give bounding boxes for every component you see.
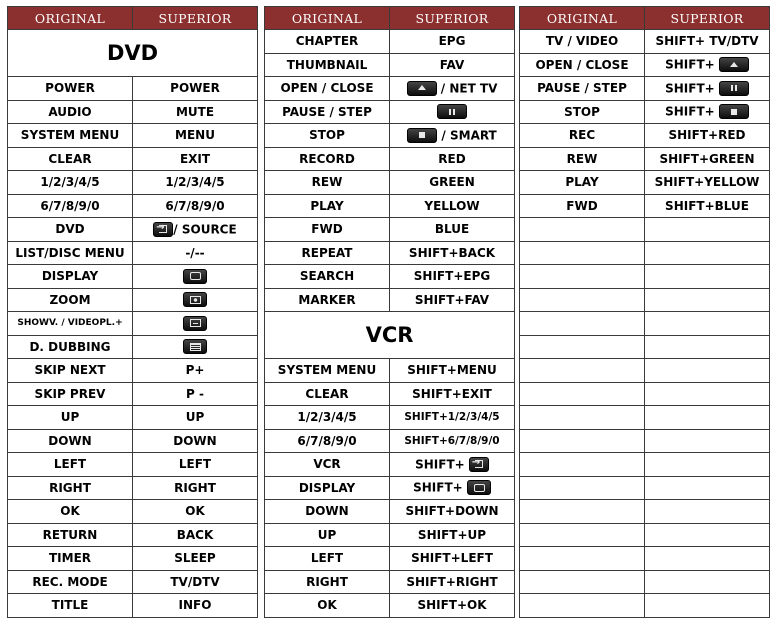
original-cell: LEFT bbox=[8, 453, 133, 477]
table-row bbox=[8, 218, 258, 242]
superior-cell: P - bbox=[133, 382, 258, 406]
superior-cell: SHIFT+RIGHT bbox=[390, 570, 515, 594]
empty-cell bbox=[520, 241, 645, 265]
original-cell: 1/2/3/4/5 bbox=[265, 406, 390, 430]
superior-cell: -/-- bbox=[133, 241, 258, 265]
empty-table-row bbox=[520, 312, 770, 336]
table-row bbox=[265, 429, 515, 453]
empty-table-row bbox=[520, 288, 770, 312]
superior-label: SHIFT+ bbox=[665, 81, 715, 96]
empty-table-row bbox=[520, 359, 770, 383]
table-row bbox=[8, 382, 258, 406]
empty-cell bbox=[520, 218, 645, 242]
table-row bbox=[8, 453, 258, 477]
empty-cell bbox=[645, 476, 770, 500]
superior-cell: SHIFT+1/2/3/4/5 bbox=[390, 406, 515, 430]
superior-cell: SHIFT+BACK bbox=[390, 241, 515, 265]
table-row bbox=[265, 500, 515, 524]
showview-icon bbox=[183, 316, 207, 331]
table-row bbox=[520, 171, 770, 195]
original-cell: STOP bbox=[520, 100, 645, 124]
table-row bbox=[8, 429, 258, 453]
superior-cell: SHIFT+ TV/DTV bbox=[645, 30, 770, 54]
superior-cell bbox=[390, 100, 515, 124]
table-row bbox=[8, 335, 258, 359]
superior-label: SHIFT+ bbox=[413, 480, 463, 495]
original-cell: RECORD bbox=[265, 147, 390, 171]
table-row bbox=[265, 288, 515, 312]
header-superior: SUPERIOR bbox=[390, 7, 515, 30]
original-cell: DOWN bbox=[265, 500, 390, 524]
table-row bbox=[8, 500, 258, 524]
table-row bbox=[8, 476, 258, 500]
zoom-icon bbox=[183, 292, 207, 307]
table-header-row bbox=[265, 7, 515, 30]
empty-cell bbox=[645, 382, 770, 406]
table-row bbox=[8, 312, 258, 336]
superior-cell bbox=[133, 312, 258, 336]
empty-table-row bbox=[520, 382, 770, 406]
table-row bbox=[8, 147, 258, 171]
empty-cell bbox=[645, 523, 770, 547]
table-row bbox=[8, 570, 258, 594]
original-cell: AUDIO bbox=[8, 100, 133, 124]
superior-cell: SHIFT+OK bbox=[390, 594, 515, 618]
table-row bbox=[520, 77, 770, 101]
table-row bbox=[265, 359, 515, 383]
section-title-dvd: DVD bbox=[8, 30, 258, 77]
empty-cell bbox=[645, 594, 770, 618]
original-cell: OK bbox=[265, 594, 390, 618]
table-row bbox=[520, 100, 770, 124]
table-row bbox=[8, 194, 258, 218]
table-header-row bbox=[8, 7, 258, 30]
section-title-vcr: VCR bbox=[265, 312, 515, 359]
superior-cell: EPG bbox=[390, 30, 515, 54]
superior-cell: SHIFT+FAV bbox=[390, 288, 515, 312]
table-row bbox=[265, 453, 515, 477]
eject-icon bbox=[719, 57, 749, 72]
table-row bbox=[520, 147, 770, 171]
original-cell: SKIP NEXT bbox=[8, 359, 133, 383]
superior-cell bbox=[645, 77, 770, 101]
empty-cell bbox=[645, 359, 770, 383]
empty-cell bbox=[520, 570, 645, 594]
table-row bbox=[8, 547, 258, 571]
original-cell: PLAY bbox=[265, 194, 390, 218]
table-row bbox=[265, 124, 515, 148]
empty-cell bbox=[520, 453, 645, 477]
superior-cell: SHIFT+LEFT bbox=[390, 547, 515, 571]
original-cell: SYSTEM MENU bbox=[8, 124, 133, 148]
table-row bbox=[265, 570, 515, 594]
empty-cell bbox=[645, 500, 770, 524]
original-cell: OK bbox=[8, 500, 133, 524]
empty-cell bbox=[520, 523, 645, 547]
superior-cell bbox=[645, 53, 770, 77]
original-cell: THUMBNAIL bbox=[265, 53, 390, 77]
empty-table-row bbox=[520, 218, 770, 242]
empty-table-row bbox=[520, 335, 770, 359]
superior-cell bbox=[133, 218, 258, 242]
superior-cell: SHIFT+BLUE bbox=[645, 194, 770, 218]
table-row bbox=[265, 241, 515, 265]
superior-label: SHIFT+ bbox=[665, 57, 715, 72]
empty-table-row bbox=[520, 453, 770, 477]
empty-table-row bbox=[520, 429, 770, 453]
table-row bbox=[265, 523, 515, 547]
header-superior: SUPERIOR bbox=[645, 7, 770, 30]
superior-cell: SHIFT+EXIT bbox=[390, 382, 515, 406]
superior-cell bbox=[133, 335, 258, 359]
superior-cell: SHIFT+GREEN bbox=[645, 147, 770, 171]
section-row bbox=[8, 30, 258, 77]
superior-cell: SHIFT+RED bbox=[645, 124, 770, 148]
superior-cell: EXIT bbox=[133, 147, 258, 171]
dubbing-icon bbox=[183, 339, 207, 354]
original-cell: SEARCH bbox=[265, 265, 390, 289]
original-cell: DISPLAY bbox=[265, 476, 390, 500]
original-cell: PAUSE / STEP bbox=[265, 100, 390, 124]
table-row bbox=[8, 594, 258, 618]
original-cell: OPEN / CLOSE bbox=[520, 53, 645, 77]
table-row bbox=[8, 171, 258, 195]
original-cell: UP bbox=[8, 406, 133, 430]
empty-table-row bbox=[520, 570, 770, 594]
empty-cell bbox=[645, 406, 770, 430]
superior-cell: RED bbox=[390, 147, 515, 171]
table-row bbox=[8, 124, 258, 148]
original-cell: SYSTEM MENU bbox=[265, 359, 390, 383]
superior-cell: 1/2/3/4/5 bbox=[133, 171, 258, 195]
empty-table-row bbox=[520, 500, 770, 524]
table-row bbox=[8, 265, 258, 289]
source-icon bbox=[469, 457, 489, 472]
superior-cell: DOWN bbox=[133, 429, 258, 453]
original-cell: REPEAT bbox=[265, 241, 390, 265]
display-icon bbox=[467, 480, 491, 495]
header-superior: SUPERIOR bbox=[133, 7, 258, 30]
superior-cell: SHIFT+EPG bbox=[390, 265, 515, 289]
table-row bbox=[265, 194, 515, 218]
eject-icon bbox=[407, 81, 437, 96]
original-cell: D. DUBBING bbox=[8, 335, 133, 359]
superior-cell: SHIFT+YELLOW bbox=[645, 171, 770, 195]
table-row bbox=[520, 194, 770, 218]
empty-cell bbox=[520, 476, 645, 500]
table-row bbox=[8, 241, 258, 265]
table-row bbox=[265, 30, 515, 54]
empty-cell bbox=[645, 218, 770, 242]
original-cell: UP bbox=[265, 523, 390, 547]
original-cell: LEFT bbox=[265, 547, 390, 571]
dvd-vcr-mapping-table bbox=[264, 6, 515, 618]
empty-cell bbox=[520, 406, 645, 430]
superior-cell: INFO bbox=[133, 594, 258, 618]
superior-cell: GREEN bbox=[390, 171, 515, 195]
superior-cell bbox=[390, 476, 515, 500]
original-cell: TITLE bbox=[8, 594, 133, 618]
table-row bbox=[265, 171, 515, 195]
table-row bbox=[265, 547, 515, 571]
display-icon bbox=[183, 269, 207, 284]
table-row bbox=[8, 359, 258, 383]
empty-cell bbox=[520, 288, 645, 312]
original-cell: SKIP PREV bbox=[8, 382, 133, 406]
superior-cell: SHIFT+MENU bbox=[390, 359, 515, 383]
original-cell: TV / VIDEO bbox=[520, 30, 645, 54]
original-cell: STOP bbox=[265, 124, 390, 148]
pause-icon bbox=[719, 81, 749, 96]
empty-cell bbox=[645, 570, 770, 594]
superior-cell: SHIFT+UP bbox=[390, 523, 515, 547]
original-cell: CHAPTER bbox=[265, 30, 390, 54]
original-cell: DISPLAY bbox=[8, 265, 133, 289]
superior-cell: MENU bbox=[133, 124, 258, 148]
empty-table-row bbox=[520, 241, 770, 265]
header-original: ORIGINAL bbox=[265, 7, 390, 30]
superior-cell bbox=[133, 265, 258, 289]
superior-cell: UP bbox=[133, 406, 258, 430]
superior-cell: FAV bbox=[390, 53, 515, 77]
empty-table-row bbox=[520, 406, 770, 430]
empty-cell bbox=[645, 547, 770, 571]
table-row bbox=[265, 406, 515, 430]
table-header-row bbox=[520, 7, 770, 30]
superior-cell: OK bbox=[133, 500, 258, 524]
superior-cell bbox=[390, 77, 515, 101]
empty-cell bbox=[645, 429, 770, 453]
original-cell: FWD bbox=[520, 194, 645, 218]
original-cell: RETURN bbox=[8, 523, 133, 547]
superior-cell: MUTE bbox=[133, 100, 258, 124]
empty-cell bbox=[645, 312, 770, 336]
empty-cell bbox=[520, 335, 645, 359]
original-cell: TIMER bbox=[8, 547, 133, 571]
original-cell: ZOOM bbox=[8, 288, 133, 312]
empty-cell bbox=[520, 594, 645, 618]
header-original: ORIGINAL bbox=[520, 7, 645, 30]
original-cell: DOWN bbox=[8, 429, 133, 453]
original-cell: RIGHT bbox=[8, 476, 133, 500]
empty-cell bbox=[520, 312, 645, 336]
table-row bbox=[8, 100, 258, 124]
pause-icon bbox=[437, 104, 467, 119]
original-cell: DVD bbox=[8, 218, 133, 242]
table-row bbox=[265, 147, 515, 171]
superior-cell: SHIFT+DOWN bbox=[390, 500, 515, 524]
original-cell: MARKER bbox=[265, 288, 390, 312]
original-cell: REC. MODE bbox=[8, 570, 133, 594]
table-row bbox=[265, 218, 515, 242]
empty-cell bbox=[520, 547, 645, 571]
stop-icon bbox=[719, 104, 749, 119]
empty-table-row bbox=[520, 523, 770, 547]
empty-cell bbox=[520, 359, 645, 383]
superior-cell: SLEEP bbox=[133, 547, 258, 571]
empty-cell bbox=[645, 453, 770, 477]
original-cell: SHOWV. / VIDEOPL.+ bbox=[8, 312, 133, 336]
superior-label: / SOURCE bbox=[173, 222, 237, 237]
original-cell: REC bbox=[520, 124, 645, 148]
original-cell: RIGHT bbox=[265, 570, 390, 594]
superior-cell: BACK bbox=[133, 523, 258, 547]
original-cell: CLEAR bbox=[8, 147, 133, 171]
superior-cell: SHIFT+6/7/8/9/0 bbox=[390, 429, 515, 453]
original-cell: CLEAR bbox=[265, 382, 390, 406]
superior-cell: P+ bbox=[133, 359, 258, 383]
original-cell: REW bbox=[265, 171, 390, 195]
empty-table-row bbox=[520, 547, 770, 571]
empty-table-row bbox=[520, 476, 770, 500]
empty-cell bbox=[520, 429, 645, 453]
superior-cell: TV/DTV bbox=[133, 570, 258, 594]
tv-mapping-table bbox=[519, 6, 770, 618]
superior-cell bbox=[645, 100, 770, 124]
superior-cell bbox=[390, 453, 515, 477]
superior-cell bbox=[390, 124, 515, 148]
superior-cell: 6/7/8/9/0 bbox=[133, 194, 258, 218]
original-cell: 6/7/8/9/0 bbox=[8, 194, 133, 218]
superior-cell bbox=[133, 288, 258, 312]
table-row bbox=[265, 77, 515, 101]
header-original: ORIGINAL bbox=[8, 7, 133, 30]
stop-icon bbox=[407, 128, 437, 143]
superior-cell: YELLOW bbox=[390, 194, 515, 218]
empty-rows bbox=[520, 218, 770, 618]
table-row bbox=[520, 53, 770, 77]
dvd-mapping-table bbox=[7, 6, 258, 618]
original-cell: LIST/DISC MENU bbox=[8, 241, 133, 265]
empty-cell bbox=[520, 265, 645, 289]
superior-cell: LEFT bbox=[133, 453, 258, 477]
table-row bbox=[520, 30, 770, 54]
original-cell: 6/7/8/9/0 bbox=[265, 429, 390, 453]
empty-cell bbox=[520, 500, 645, 524]
original-cell: 1/2/3/4/5 bbox=[8, 171, 133, 195]
superior-label: / NET TV bbox=[440, 81, 498, 96]
superior-cell: POWER bbox=[133, 77, 258, 101]
table-row bbox=[265, 594, 515, 618]
table-row bbox=[265, 265, 515, 289]
original-cell: POWER bbox=[8, 77, 133, 101]
empty-cell bbox=[520, 382, 645, 406]
table-row bbox=[265, 100, 515, 124]
section-row bbox=[265, 312, 515, 359]
original-cell: REW bbox=[520, 147, 645, 171]
table-row bbox=[265, 382, 515, 406]
empty-cell bbox=[645, 288, 770, 312]
superior-cell: RIGHT bbox=[133, 476, 258, 500]
table-row bbox=[265, 476, 515, 500]
table-row bbox=[8, 406, 258, 430]
empty-cell bbox=[645, 241, 770, 265]
original-cell: FWD bbox=[265, 218, 390, 242]
empty-table-row bbox=[520, 265, 770, 289]
table-row bbox=[8, 288, 258, 312]
empty-table-row bbox=[520, 594, 770, 618]
table-row bbox=[8, 77, 258, 101]
superior-label: / SMART bbox=[441, 128, 497, 143]
superior-cell: BLUE bbox=[390, 218, 515, 242]
table-row bbox=[8, 523, 258, 547]
table-row bbox=[520, 124, 770, 148]
original-cell: OPEN / CLOSE bbox=[265, 77, 390, 101]
original-cell: PAUSE / STEP bbox=[520, 77, 645, 101]
empty-cell bbox=[645, 335, 770, 359]
original-cell: VCR bbox=[265, 453, 390, 477]
source-icon bbox=[153, 222, 173, 237]
table-row bbox=[265, 53, 515, 77]
original-cell: PLAY bbox=[520, 171, 645, 195]
empty-cell bbox=[645, 265, 770, 289]
superior-label: SHIFT+ bbox=[415, 457, 465, 472]
superior-label: SHIFT+ bbox=[665, 104, 715, 119]
